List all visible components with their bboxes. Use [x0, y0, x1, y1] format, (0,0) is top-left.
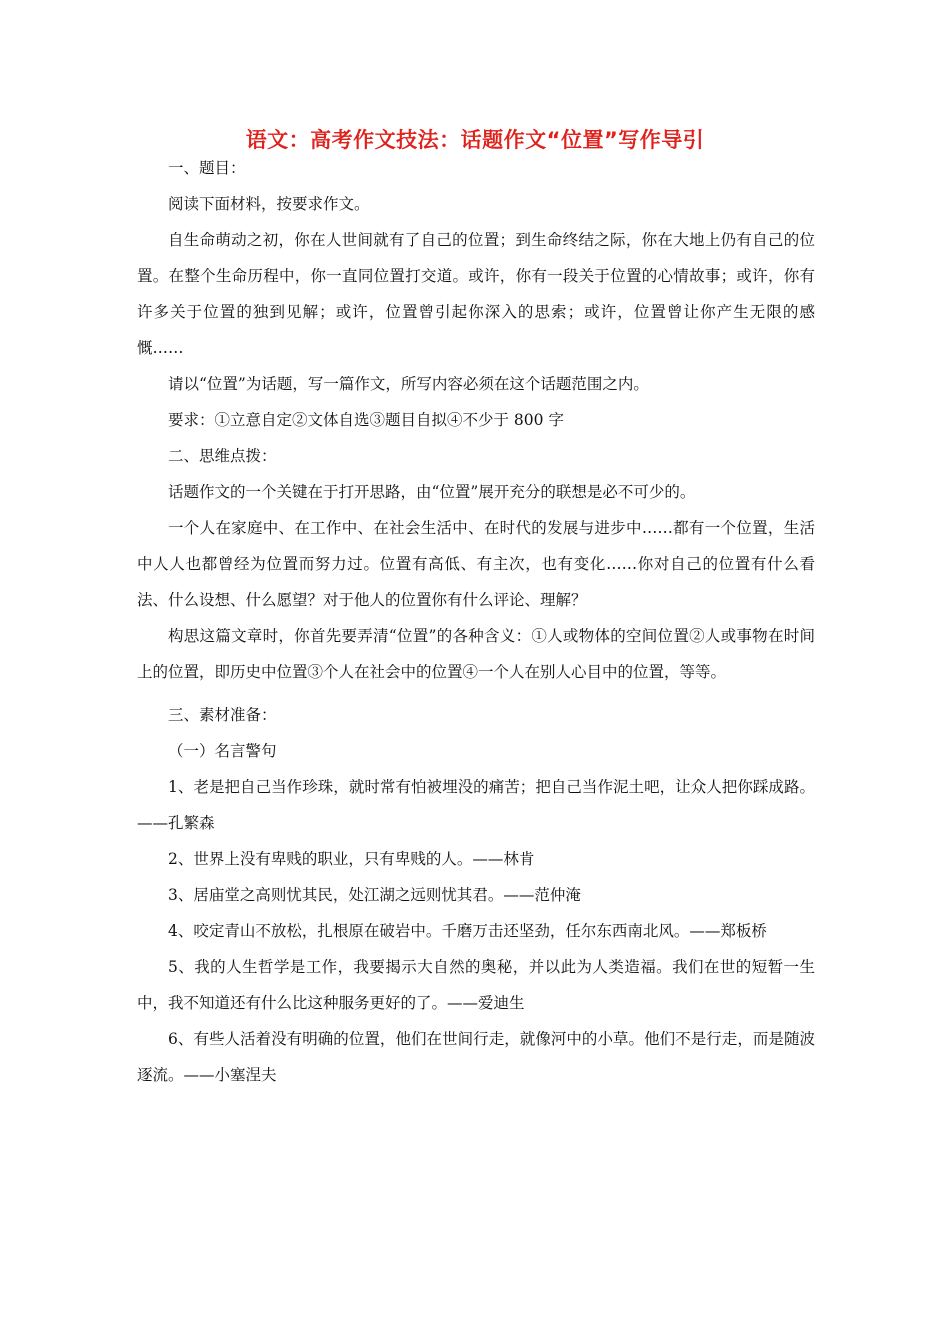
thinking-paragraph-1: 话题作文的一个关键在于打开思路，由“位置”展开充分的联想是必不可少的。 — [168, 483, 696, 501]
quote-item: 6、有些人活着没有明确的位置，他们在世间行走，就像河中的小草。他们不是行走，而是随波逐流。——小塞涅夫 — [137, 1030, 815, 1084]
section-heading-materials: 三、素材准备： — [168, 706, 277, 724]
section-heading-thinking: 二、思维点拨： — [168, 447, 277, 465]
paragraph-spacer — [137, 690, 815, 697]
quote-item: 5、我的人生哲学是工作，我要揭示大自然的奥秘，并以此为人类造福。我们在世的短暂一生中，我不知道还有什么比这种服务更好的了。——爱迪生 — [137, 958, 815, 1012]
topic-paragraph: 请以“位置”为话题，写一篇作文，所写内容必须在这个话题范围之内。 — [168, 375, 649, 393]
quote-item: 4、咬定青山不放松，扎根原在破岩中。千磨万击还坚劲，任尔东西南北风。——郑板桥 — [168, 922, 767, 940]
section-heading-topic: 一、题目： — [168, 159, 246, 177]
thinking-paragraph-3: 构思这篇文章时，你首先要弄清“位置”的各种含义：①人或物体的空间位置②人或事物在时间上的位置，即历史中位置③个人在社会中的位置④一个人在别人心目中的位置，等等。 — [137, 627, 815, 681]
document-title: 语文：高考作文技法：话题作文“位置”写作导引 — [245, 128, 705, 152]
instruction-paragraph: 阅读下面材料，按要求作文。 — [168, 195, 370, 213]
requirements-paragraph: 要求：①立意自定②文体自选③题目自拟④不少于 800 字 — [168, 411, 564, 429]
material-paragraph: 自生命萌动之初，你在人世间就有了自己的位置；到生命终结之际，你在大地上仍有自己的位置。在整个生命历程中，你一直同位置打交道。或许，你有一段关于位置的心情故事；或许，你有许多关于位置的独到见解；或许，位置曾引起你深入的思索；或许，位置曾让你产生无限的感慨…… — [137, 231, 815, 357]
quote-item: 1、老是把自己当作珍珠，就时常有怕被埋没的痛苦；把自己当作泥土吧，让众人把你踩成路。——孔繁森 — [137, 778, 815, 832]
quote-item: 3、居庙堂之高则忧其民，处江湖之远则忧其君。——范仲淹 — [168, 886, 581, 904]
thinking-paragraph-2: 一个人在家庭中、在工作中、在社会生活中、在时代的发展与进步中……都有一个位置，生活中人人也都曾经为位置而努力过。位置有高低、有主次，也有变化……你对自己的位置有什么看法、什么设想、什么愿望？对于他人的位置你有什么评论、理解？ — [137, 519, 815, 609]
subsection-heading-quotes: （一）名言警句 — [168, 742, 277, 760]
document-body — [137, 150, 815, 1093]
quote-item: 2、世界上没有卑贱的职业，只有卑贱的人。——林肯 — [168, 850, 535, 868]
